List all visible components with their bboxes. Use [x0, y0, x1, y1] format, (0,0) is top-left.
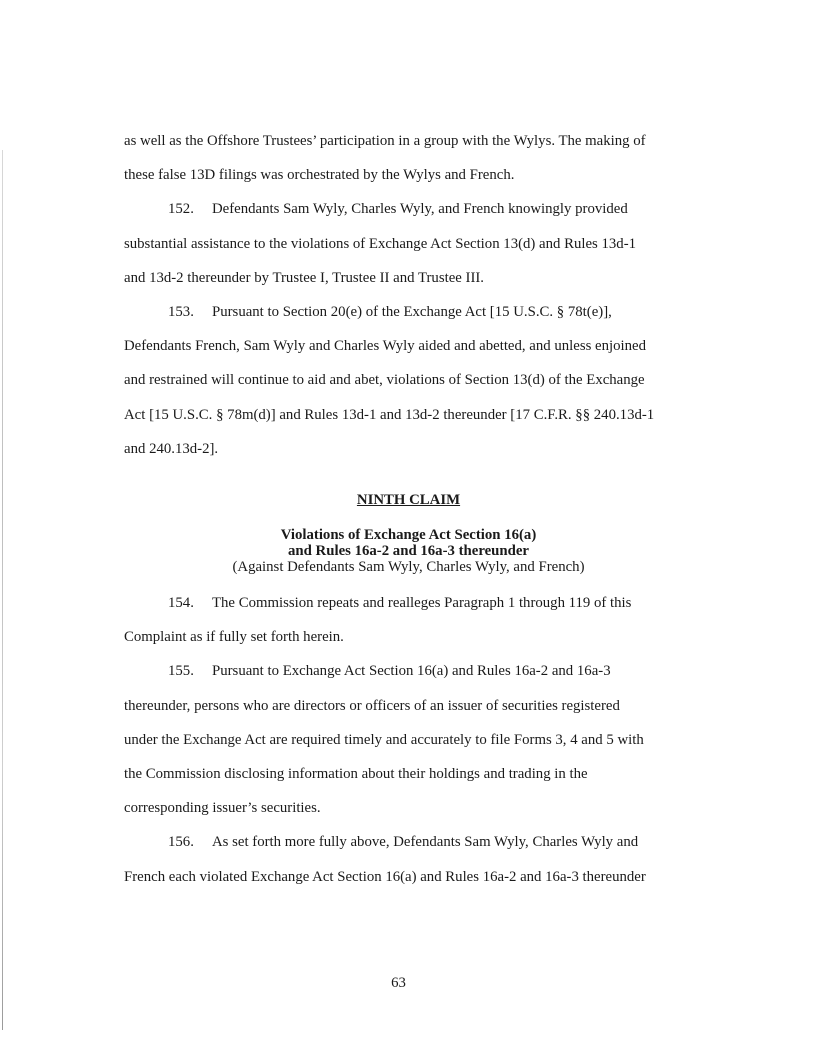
- paragraph-156-first-line: [124, 825, 684, 859]
- paragraph-number: 152.: [168, 201, 194, 218]
- text-line: and restrained will continue to aid and abet, violations of Section 13(d) of the Exchange: [124, 372, 645, 389]
- text-line: substantial assistance to the violations of Exchange Act Section 13(d) and Rules 13d-1: [124, 235, 637, 252]
- paragraph-text: Pursuant to Exchange Act Section 16(a) and Rules 16a-2 and 16a-3: [212, 663, 611, 680]
- text-line: the Commission disclosing information about their holdings and trading in the: [124, 766, 588, 783]
- paragraph-text: Defendants Sam Wyly, Charles Wyly, and French knowingly provided: [212, 201, 628, 218]
- text-line: French each violated Exchange Act Section 16(a) and Rules 16a-2 and 16a-3 thereunder: [124, 868, 646, 885]
- subheading-line: Violations of Exchange Act Section 16(a): [280, 527, 537, 543]
- claim-subheading: [124, 527, 693, 575]
- paragraph-number: 155.: [168, 663, 194, 680]
- text-line: Complaint as if fully set forth herein.: [124, 629, 344, 646]
- paragraph-154-first-line: [124, 586, 684, 620]
- page-number: 63: [391, 975, 406, 991]
- text-line: and 240.13d-2].: [124, 440, 219, 457]
- paragraph-155-first-line: [124, 654, 684, 688]
- text-line: and 13d-2 thereunder by Trustee I, Trustee II and Trustee III.: [124, 269, 485, 286]
- paragraph-number: 153.: [168, 304, 194, 321]
- paragraph-number: 154.: [168, 595, 194, 611]
- paragraph-text: As set forth more fully above, Defendants Sam Wyly, Charles Wyly and: [212, 834, 639, 851]
- body-text-lower: [124, 586, 684, 894]
- text-line: thereunder, persons who are directors or officers of an issuer of securities registered: [124, 697, 620, 714]
- text-line: corresponding issuer’s securities.: [124, 800, 321, 817]
- claim-heading: NINTH CLAIM: [356, 492, 461, 508]
- subheading-parties: (Against Defendants Sam Wyly, Charles Wyly, and French): [232, 559, 585, 575]
- paragraph-text: Pursuant to Section 20(e) of the Exchange Act [15 U.S.C. § 78t(e)],: [212, 304, 612, 321]
- text-line: Defendants French, Sam Wyly and Charles Wyly aided and abetted, and unless enjoined: [124, 338, 647, 355]
- paragraph-153-first-line: [124, 295, 664, 329]
- text-line: as well as the Offshore Trustees’ participation in a group with the Wylys. The making of: [124, 133, 646, 149]
- subheading-line: and Rules 16a-2 and 16a-3 thereunder: [287, 543, 530, 559]
- paragraph-152-first-line: [124, 192, 664, 226]
- body-text-upper: [124, 124, 664, 466]
- text-line: Act [15 U.S.C. § 78m(d)] and Rules 13d-1 and 13d-2 thereunder [17 C.F.R. §§ 240.13d-1: [124, 406, 655, 423]
- text-line: under the Exchange Act are required timely and accurately to file Forms 3, 4 and 5 with: [124, 731, 644, 748]
- text-line: these false 13D filings was orchestrated by the Wylys and French.: [124, 167, 515, 184]
- paragraph-text: The Commission repeats and realleges Paragraph 1 through 119 of this: [212, 595, 632, 611]
- paragraph-number: 156.: [168, 834, 194, 851]
- scan-edge-line: [2, 150, 3, 1030]
